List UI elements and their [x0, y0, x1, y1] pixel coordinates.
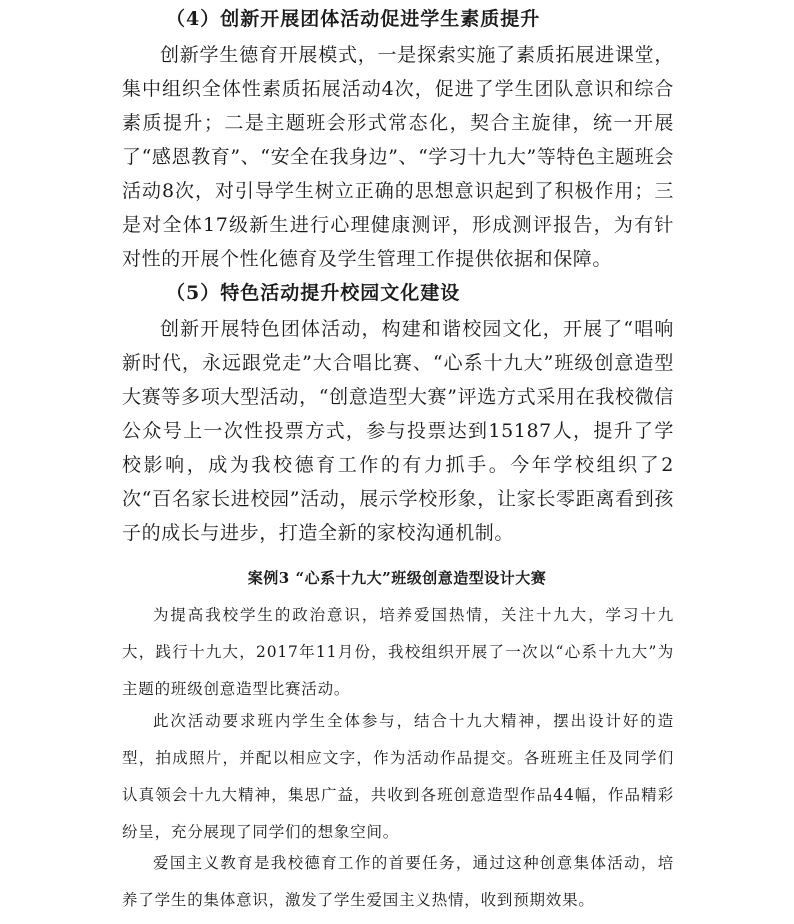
section-5-paragraph: 创新开展特色团体活动，构建和谐校园文化，开展了“唱响新时代，永远跟党走”大合唱比赛、“心系十九大”班级创意造型大赛等多项大型活动，“创意造型大赛”评选方式采用在我校微信公众号上一次性投票方式，参与投票达到15187人，提升了学校影响，成为我校德育工作的有力抓手。今年学校组织了2次“百名家长进校园”活动，展示学校形象，让家长零距离看到孩子的成长与进步，打造全新的家校沟通机制。	[122, 318, 674, 544]
section-4-paragraph: 创新学生德育开展模式，一是探索实施了素质拓展进课堂，集中组织全体性素质拓展活动4次，促进了学生团队意识和综合素质提升；二是主题班会形式常态化，契合主旋律，统一开展了“感恩教育”、“安全在我身边”、“学习十九大”等特色主题班会活动8次，对引导学生树立正确的思想意识起到了积极作用；三是对全体17级新生进行心理健康测评，形成测评报告，为有针对性的开展个性化德育及学生管理工作提供依据和保障。	[122, 44, 674, 270]
case-3-title: 案例3 “心系十九大”班级创意造型设计大赛	[247, 569, 547, 587]
case-3-paragraph-3: 爱国主义教育是我校德育工作的首要任务，通过这种创意集体活动，培养了学生的集体意识，激发了学生爱国主义热情，收到预期效果。	[122, 854, 674, 909]
section-4-heading: （4）创新开展团体活动促进学生素质提升	[166, 8, 541, 30]
case-3-paragraph-1: 为提高我校学生的政治意识，培养爱国热情，关注十九大，学习十九大，践行十九大，2017年11月份，我校组织开展了一次以“心系十九大”为主题的班级创意造型比赛活动。	[122, 606, 674, 698]
case-3-paragraph-2: 此次活动要求班内学生全体参与，结合十九大精神，摆出设计好的造型，拍成照片，并配以相应文字，作为活动作品提交。各班班主任及同学们认真领会十九大精神，集思广益，共收到各班创意造型作品44幅，作品精彩纷呈，充分展现了同学们的想象空间。	[122, 712, 674, 841]
section-5-heading: （5）特色活动提升校园文化建设	[166, 282, 461, 304]
